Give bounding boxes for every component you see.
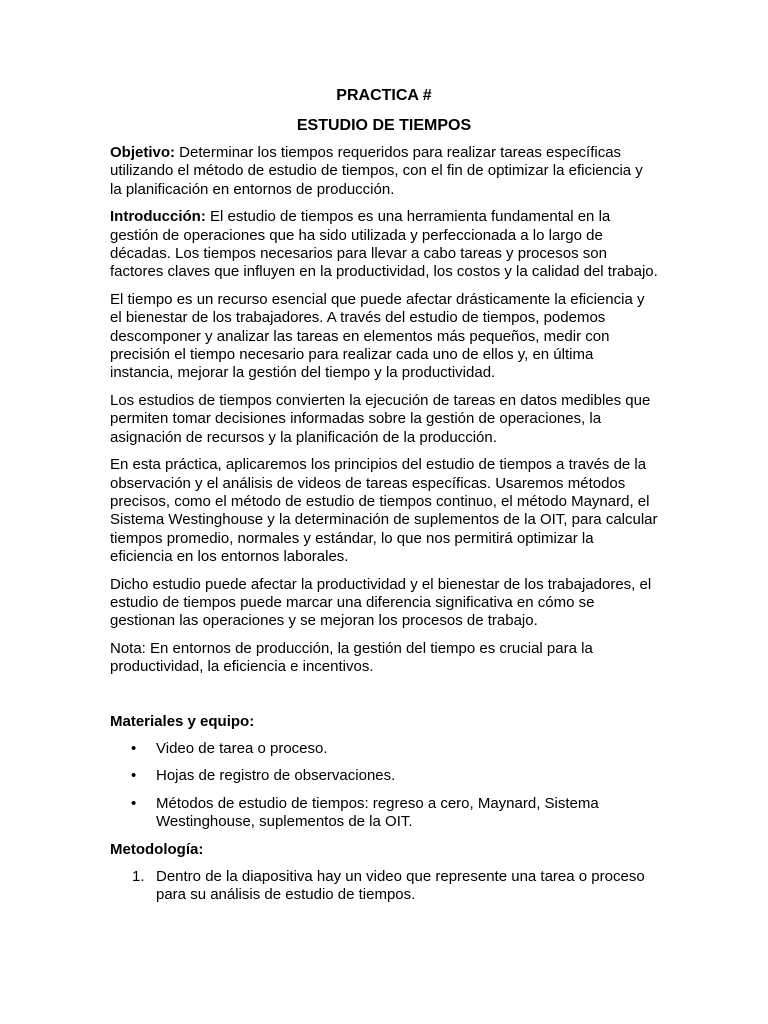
list-item-text: Dentro de la diapositiva hay un video que represente una tarea o proceso para su análisis de estudio de tiempos. <box>156 868 645 904</box>
list-item <box>110 767 658 785</box>
document-page <box>110 86 658 914</box>
objective-paragraph <box>110 144 658 199</box>
document-title: PRACTICA # <box>336 87 432 104</box>
methodology-list <box>110 868 658 905</box>
note-paragraph: Nota: En entornos de producción, la gestión del tiempo es crucial para la productividad, la eficiencia e incentivos. <box>110 639 593 676</box>
body-paragraph: Los estudios de tiempos convierten la ejecución de tareas en datos medibles que permiten tomar decisiones informadas sobre la gestión de operaciones, la asignación de recursos y la planificación de la producción. <box>110 391 651 446</box>
list-item <box>110 795 658 832</box>
materials-list <box>110 740 658 832</box>
introduction-paragraph <box>110 208 658 282</box>
bullet-icon: • <box>131 767 137 785</box>
bullet-icon: • <box>131 794 137 812</box>
body-paragraph: Dicho estudio puede afectar la productividad y el bienestar de los trabajadores, el estudio de tiempos puede marcar una diferencia significativa en cómo se gestionan las operaciones y se mejoran los procesos de trabajo. <box>110 575 652 630</box>
list-item-text: Video de tarea o proceso. <box>156 739 328 757</box>
body-paragraph: En esta práctica, aplicaremos los principios del estudio de tiempos a través de la observación y el análisis de videos de tareas específicas. Usaremos métodos precisos, como el método de estudio de tiempos continuo, el método Maynard, el Sistema Westinghouse y la determinación de suplementos de la OIT, para calcular tiempos promedio, normales y estándar, lo que nos permitirá optimizar la eficiencia en los entornos laborales. <box>110 456 658 566</box>
methodology-heading: Metodología: <box>110 840 204 858</box>
section-spacer <box>110 686 658 713</box>
objective-label: Objetivo: <box>110 144 176 161</box>
document-subtitle: ESTUDIO DE TIEMPOS <box>296 117 472 134</box>
objective-text: Determinar los tiempos requeridos para realizar tareas específicas utilizando el método de estudio de tiempos, con el fin de optimizar la eficiencia y la planificación en entornos de producción. <box>110 144 643 198</box>
bullet-icon: • <box>131 739 137 757</box>
list-item-text: Métodos de estudio de tiempos: regreso a cero, Maynard, Sistema Westinghouse, suplementos de la OIT. <box>156 794 599 831</box>
list-item <box>110 868 658 905</box>
list-item-number: 1. <box>132 868 145 885</box>
body-paragraph: El tiempo es un recurso esencial que puede afectar drásticamente la eficiencia y el bienestar de los trabajadores. A través del estudio de tiempos, podemos descomponer y analizar las tareas en elementos más pequeños, medir con precisión el tiempo necesario para realizar cada uno de ellos y, en última instancia, mejorar la gestión del tiempo y la productividad. <box>110 290 645 382</box>
materials-heading: Materiales y equipo: <box>110 712 255 730</box>
introduction-text: El estudio de tiempos es una herramienta fundamental en la gestión de operaciones que ha sido utilizada y perfeccionada a lo largo de décadas. Los tiempos necesarios para llevar a cabo tareas y procesos son factores claves que influyen en la productividad, los costos y la calidad del trabajo. <box>110 208 658 281</box>
list-item-text: Hojas de registro de observaciones. <box>156 767 396 785</box>
introduction-label: Introducción: <box>110 208 206 226</box>
list-item <box>110 740 658 758</box>
